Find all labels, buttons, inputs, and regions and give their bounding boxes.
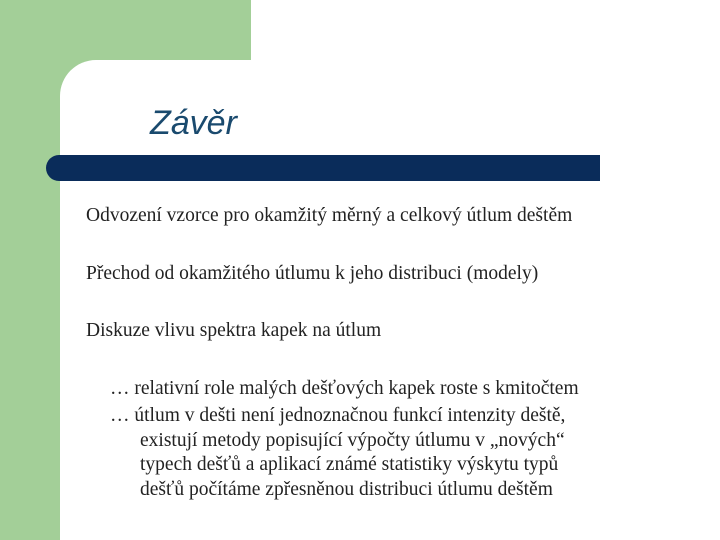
bullet-1: Odvození vzorce pro okamžitý měrný a celkový útlum deštěm	[86, 205, 573, 226]
sub-bullet-1-line-1: … relativní role malých dešťových kapek roste s kmitočtem	[110, 378, 579, 399]
sub-bullet-2-line-1: … útlum v dešti není jednoznačnou funkcí intenzity deště,	[110, 405, 566, 426]
slide-title: Závěr	[150, 104, 237, 142]
bullet-2: Přechod od okamžitého útlumu k jeho distribuci (modely)	[86, 263, 539, 284]
bullet-3: Diskuze vlivu spektra kapek na útlum	[86, 320, 382, 341]
sub-bullet-2	[110, 404, 700, 502]
sub-bullet-1	[110, 377, 700, 402]
sub-bullet-2-line-4: dešťů počítáme zpřesněnou distribuci útlumu deštěm	[140, 478, 553, 500]
title-underline-bar	[46, 155, 600, 181]
sub-bullet-2-line-3: typech dešťů a aplikací známé statistiky výskytu typů	[140, 454, 559, 475]
sub-bullet-2-line-2: existují metody popisující výpočty útlumu v „nových“	[140, 429, 565, 451]
